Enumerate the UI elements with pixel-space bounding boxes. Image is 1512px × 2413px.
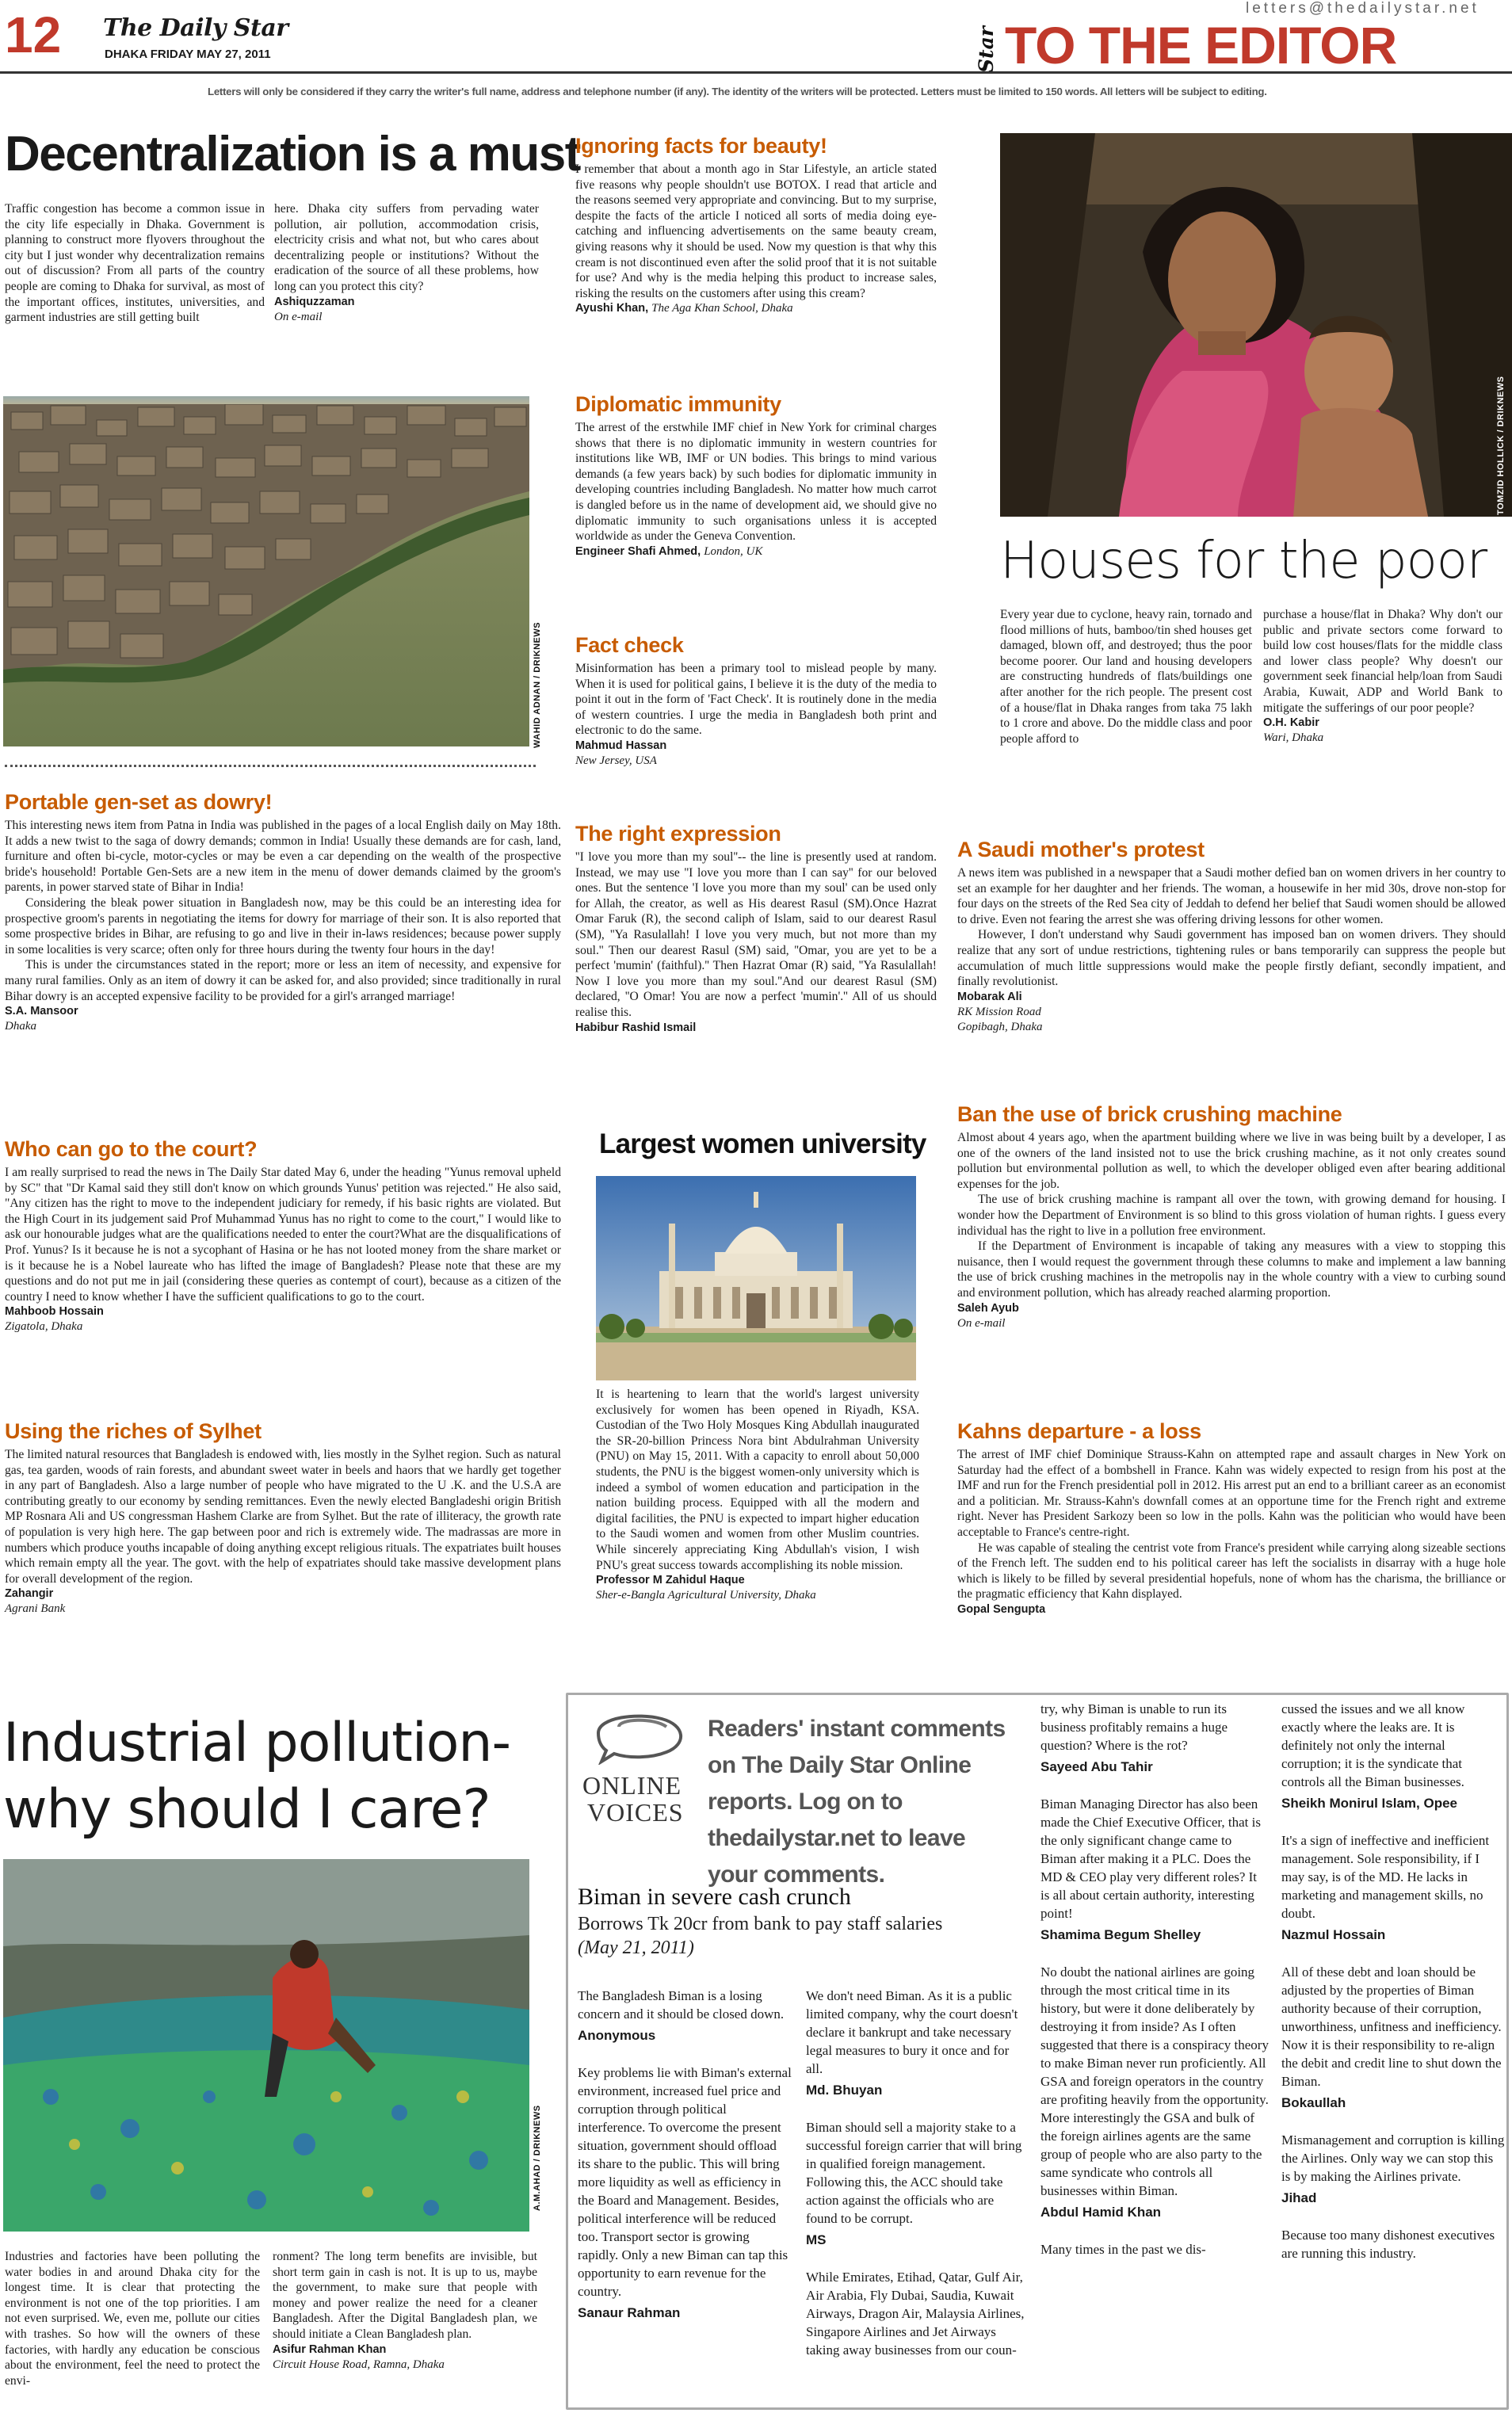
university-location: Sher-e-Bangla Agricultural University, Dhaka	[596, 1589, 816, 1602]
comment	[806, 2118, 1026, 2247]
star-logo-text: Star	[974, 26, 998, 73]
houses-col2	[1263, 607, 1502, 746]
diplomatic-title: Diplomatic immunity	[575, 392, 781, 416]
comment-text: The Bangladesh Biman is a losing concern and it should be closed down.	[578, 1988, 785, 2022]
online-voices-subheadline: Borrows Tk 20cr from bank to pay staff salaries	[578, 1914, 943, 1934]
online-voices-logo	[582, 1709, 701, 1836]
university-letter	[596, 1387, 919, 1603]
star-logo	[971, 24, 1002, 71]
speech-bubble-icon	[590, 1709, 693, 1765]
court-body: I am really surprised to read the news in The Daily Star dated May 6, under the heading "Yunus removal upheld by SC" that "Dr Kamal said they still don't know on which grounds Yunus' petition was rejected." He also said, "Any citizen has the right to move to the independent judiciary for remedy, if his basic rights are violated. But the High Court in its judgement said Prof Muhammad Yunus has no right to come to the court," I would like to ask our honourable judges what are the qualifications needed to enter the court?What are the disqualifications of Prof. Yunus? Is it because he is not a sycophant of Hasina or he has not looted money from the share market or is it because he is a Nobel laureate who has lifted the image of Bangladesh? Please note that these are my questions and do not put me in jail (considering these queries as contempt of court), because as a citizen of the country I need to know whether I have the sufficient qualifications to go to the court.	[5, 1166, 561, 1304]
brick-author: Saleh Ayub	[957, 1301, 1019, 1315]
comment-text: Mismanagement and corruption is killing the Airlines. Only way we can stop this is by making the Airlines private.	[1281, 2132, 1505, 2184]
sylhet-title: Using the riches of Sylhet	[5, 1419, 262, 1443]
houses-author: O.H. Kabir	[1263, 716, 1319, 730]
comment-text: Key problems lie with Biman's external environment, increased fuel price and corruption through political interference. To overcome the present situation, government should offload its share to the public. This will bring more liquidity as well as efficiency in the Board and Management. Besides, political interference will be reduced too. Transport sector is growing rapidly. Only a new Biman can tap this opportunity to earn revenue for the country.	[578, 2065, 792, 2299]
houses-col1	[1000, 607, 1252, 746]
houses-text-1: Every year due to cyclone, heavy rain, tornado and flood millions of huts, bamboo/tin shed houses get damaged, blown off, and destroyed; thus the poor become poorer. Our land and housing developers are constructing hundreds of flats/buildings one after another for the rich people. The present cost of a house/flat in Dhaka ranges from taka 75 lakh to 1 crore and above. Do the middle class and poor people afford to	[1000, 608, 1252, 746]
court-title: Who can go to the court?	[5, 1137, 258, 1161]
letters-notice: Letters will only be considered if they carry the writer's full name, address and telephone number (if any). The identity of the writers will be protected. Letters must be limited to 150 words. All letters will be subject to editing.	[208, 86, 1267, 97]
comments-col-1	[578, 1987, 792, 2341]
genset-location: Dhaka	[5, 1020, 36, 1033]
diplomatic-author-name: Engineer Shafi Ahmed,	[575, 544, 701, 558]
comment	[578, 2064, 792, 2320]
comment-text: Biman should sell a majority stake to a successful foreign carrier that will bring in qualified foreign management. Following this, the ACC should take action against the officials who are found to be corrupt.	[806, 2120, 1022, 2226]
ignoring-body: I remember that about a month ago in Star Lifestyle, an article stated five reasons why people shouldn't use BOTOX. I read that article and the reasons seemed very appropriate and convincing. But to my surprise, despite the facts of the article I noticed all sorts of media doing eye-catching and influencing advertisements on the same beauty cream, giving reasons why it should be used. Now my question is that why this cream is not discontinued even after the solid proof that it is not suitable for use? And why is the media helping this product to increase sales, risking the results on the customers after using this cream?	[575, 162, 937, 300]
saudi-para-2: However, I don't understand why Saudi government has imposed ban on women drivers. They should realize that any sort of undue restrictions, tightening rules or bans temporarily can suppress the people but accumulation of much little suppressions would make the people firstly defiant, secondly impatient, and finally revolutionist.	[957, 928, 1506, 989]
comment-author: MS	[806, 2232, 827, 2247]
expression-title: The right expression	[575, 822, 781, 846]
expression-letter	[575, 821, 937, 1036]
comment	[1040, 1963, 1269, 2220]
comment-author: Sheikh Monirul Islam, Opee	[1281, 1796, 1457, 1811]
genset-para-3: This is under the circumstances stated in the report; more or less an item of necessity, and expensive for many rural families. Only as an item of dowry it can be asked for, and also provided; since traditionally in rural Bihar dowry is an accepted expensive facility to be provided for a girl's arranged marriage!	[5, 958, 561, 1003]
sylhet-letter	[5, 1418, 561, 1617]
sylhet-author: Zahangir	[5, 1587, 54, 1601]
comment-text: All of these debt and loan should be adjusted by the properties of Biman authority because of their corruption, unworthiness, unfitness and inefficiency. Now it is their responsibility to re-align the debit and credit line to shut down the Biman.	[1281, 1964, 1502, 2089]
saudi-title: A Saudi mother's protest	[957, 838, 1205, 861]
online-voices-date: (May 21, 2011)	[578, 1938, 694, 1958]
kahn-para-2: He was capable of stealing the centrist vote from France's president while carrying along sizeable sections of the French left. The sudden end to his political career has left the socialists in disarray with a huge hole which is likely to be filled by several presidential hopefuls, none of whom has the charisma, the brilliance or the pragmatic efficiency that Kahn displayed.	[957, 1541, 1506, 1602]
comment-text: Biman Managing Director has also been made the Chief Executive Officer, that is the only significant change came to Biman after making it a PLC. Does the MD & CEO play very different roles? It is all about certain authority, interesting point!	[1040, 1796, 1261, 1921]
court-letter	[5, 1136, 561, 1334]
ignoring-letter	[575, 133, 937, 316]
decentralization-col1	[5, 201, 265, 326]
comment-author: Jihad	[1281, 2190, 1317, 2205]
comment-text: try, why Biman is unable to run its business profitably remains a huge question? Where is the rot?	[1040, 1701, 1228, 1753]
pollution-author: Asifur Rahman Khan	[273, 2342, 387, 2356]
kahn-letter	[957, 1418, 1506, 1617]
online-voices-headline: Biman in severe cash crunch	[578, 1884, 851, 1910]
mother-photo-credit: TOMZID HOLLICK / DRIKNEWS	[1496, 376, 1506, 515]
comment	[578, 1987, 792, 2043]
paper-name: The Daily Star	[103, 14, 288, 42]
decentralization-text-2: here. Dhaka city suffers from pervading water pollution, air pollution, accommodation crisis, electricity crisis and what not, but who cares about decentralizing people or institutions? Without the eradication of the source of all these problems, how long can you protect this city?	[274, 202, 539, 293]
university-author: Professor M Zahidul Haque	[596, 1574, 745, 1587]
slum-photo	[3, 396, 529, 746]
university-photo	[596, 1176, 916, 1380]
genset-title: Portable gen-set as dowry!	[5, 790, 273, 814]
section-title: TO THE EDITOR	[1005, 16, 1397, 74]
comment	[806, 2268, 1026, 2359]
genset-para-1: This interesting news item from Patna in India was published in the pages of a local English daily on May 18th. It adds a new twist to the saga of dowry demands; common in India! Usually these demands are for cash, land, furniture and often bi-cycle, motor-cycles or may be even a car depending on the wealth of the prospective bride's household! Portable Gen-Sets are a new item in the menu of dower demands claimed by the groom's parents, in power starved state of Bihar in India!	[5, 819, 561, 895]
saudi-location-2: Gopibagh, Dhaka	[957, 1020, 1043, 1033]
brick-para-1: Almost about 4 years ago, when the apartment building where we live in was being built by a developer, I as one of the owners of the land insisted not to use the brick crushing machine, as it not only creates sound pollution but environmental pollution as well, to which the developer obliged even after bearing additional expenses for the job.	[957, 1131, 1506, 1191]
online-voices-promo: Readers' instant comments on The Daily Star Online reports. Log on to thedailystar.net to leave your comments.	[708, 1716, 1006, 1888]
decentralization-author: Ashiquzzaman	[274, 295, 355, 308]
dateline: DHAKA FRIDAY MAY 27, 2011	[105, 48, 271, 61]
houses-location: Wari, Dhaka	[1263, 731, 1324, 745]
comment	[806, 1987, 1026, 2098]
pollution-location: Circuit House Road, Ramna, Dhaka	[273, 2358, 445, 2371]
factcheck-body: Misinformation has been a primary tool to mislead people by many. When it is used for political gains, I believe it is the duty of the media to point it out in the form of 'Fact Check'. It is routinely done in the media of western countries. I urge the media in Bangladesh both print and electronic to do the same.	[575, 662, 937, 738]
pollution-title-line-2: why should I care?	[3, 1778, 491, 1841]
university-title: Largest women university	[599, 1128, 926, 1159]
houses-text-2: purchase a house/flat in Dhaka? Why don't our public and private sectors come forward to build low cost houses/flats for the middle class and lower class people? Why doesn't our government seek financial help/loan from Saudi Arabia, Kuwait, ADP and World Bank to mitigate the sufferings of our poor people?	[1263, 608, 1502, 715]
kahn-title: Kahns departure - a loss	[957, 1419, 1201, 1443]
online-voices-box	[566, 1693, 1509, 2410]
brick-para-3: If the Department of Environment is incapable of taking any measures with a view to stopping this nuisance, then I would request the government through these columns to make and implement a law banning the use of brick crushing machines in the metropolis nay in the whole country with a view to curbing sound and environment pollution, which has already reached alarming proportion.	[957, 1239, 1506, 1300]
comment	[1281, 1831, 1505, 1942]
comment	[1281, 1700, 1505, 1811]
comment	[1281, 2226, 1505, 2262]
genset-para-2: Considering the bleak power situation in Bangladesh now, may be this could be an interesting idea for prospective groom's parents in negotiating the items for dowry for marriage of their son. It is also reported that some prospective brides in Bihar, are refusing to go and live in their in-laws residences; because power supply in some localities is very scarce; often only for three hours during the twenty four hours in the day!	[5, 895, 561, 956]
brick-para-2: The use of brick crushing machine is rampant all over the town, with growing demand for housing. I wonder how the Department of Environment is so blind to this gross violation of human rights. I guess every individual has the right to live in a pollution free environment.	[957, 1193, 1506, 1238]
comment-author: Abdul Hamid Khan	[1040, 2205, 1162, 2220]
houses-title: Houses for the poor	[1000, 532, 1487, 590]
comment	[1281, 1963, 1505, 2110]
pollution-title-line-1: Industrial pollution-	[3, 1712, 510, 1774]
factcheck-title: Fact check	[575, 633, 684, 657]
brick-title: Ban the use of brick crushing machine	[957, 1102, 1342, 1126]
court-author: Mahboob Hossain	[5, 1305, 104, 1319]
diplomatic-body: The arrest of the erstwhile IMF chief in New York for criminal charges shows that there is no diplomatic immunity in western countries for institutions like WB, IMF or UN bodies. This brings to mind various demands (a few years back) by such bodies for diplomatic immunity in developing countries including Bangladesh. No matter how much carrot is dangled before us in the name of development aid, we should give no diplomatic immunity to such organisations unless it is accepted worldwide as under the Geneva Convention.	[575, 421, 937, 544]
ignoring-author-name: Ayushi Khan,	[575, 302, 649, 315]
online-voices-logo-text-2: VOICES	[587, 1798, 684, 1827]
genset-letter	[5, 789, 561, 1034]
page-number: 12	[5, 6, 62, 63]
factcheck-author: Mahmud Hassan	[575, 739, 667, 752]
university-body: It is heartening to learn that the world's largest university exclusively for women has been opened in Riyadh, KSA. Custodian of the Two Holy Mosques King Abdullah inaugurated the SR-20-billion Princess Nora bint Abdulrahman University (PNU) on May 15, 2011. With a capacity to enroll about 50,000 students, the PNU is the biggest women-only university which is indeed a symbol of women education and participation in the nation building process. Equipped with all the modern and digital facilities, the PNU is expected to impart higher education to the Saudi women and women from other Muslim countries. While sincerely appreciating King Abdullah's vision, I wish PNU's great success towards accomplishing its noble mission.	[596, 1388, 919, 1572]
ignoring-location: The Aga Khan School, Dhaka	[651, 302, 793, 315]
genset-author: S.A. Mansoor	[5, 1005, 78, 1018]
comment	[1040, 1700, 1269, 1774]
comment-author: Shamima Begum Shelley	[1040, 1927, 1201, 1942]
masthead-rule	[0, 71, 1512, 74]
letters-email[interactable]: letters@thedailystar.net	[1246, 0, 1480, 17]
comment-author: Sayeed Abu Tahir	[1040, 1759, 1153, 1774]
court-location: Zigatola, Dhaka	[5, 1320, 83, 1334]
comment-text: Many times in the past we dis-	[1040, 2242, 1206, 2257]
pollution-col1	[5, 2249, 260, 2388]
comment-author: Anonymous	[578, 2028, 656, 2043]
ignoring-author	[575, 301, 937, 316]
pollution-text-2: ronment? The long term benefits are invisible, but short term gain in cash is not. It is up to us, maybe the government, to make sure that people with money and power realize the need for a cleaner Bangladesh. After the Digital Bangladesh plan, we should initiate a Clean Bangladesh plan.	[273, 2250, 537, 2341]
brick-location: On e-mail	[957, 1316, 1006, 1330]
expression-author: Habibur Rashid Ismail	[575, 1021, 697, 1034]
divider-dots	[5, 765, 536, 767]
comment	[1040, 2240, 1269, 2258]
comment-author: Nazmul Hossain	[1281, 1927, 1386, 1942]
comments-col-3	[1040, 1700, 1269, 2279]
comment-author: Bokaullah	[1281, 2095, 1346, 2110]
comment-author: Md. Bhuyan	[806, 2083, 883, 2098]
diplomatic-author	[575, 544, 937, 559]
pollution-text-1: Industries and factories have been polluting the water bodies in and around Dhaka city for the longest time. It is clear that protecting the environment is not one of the top priorities. I am not even surprised. We, even me, pollute our cities with trashes. So how will the owners of these factories, with hardly any education be conscious about the environment, feel the need to protect the envi-	[5, 2250, 260, 2388]
comment-text: No doubt the national airlines are going through the most critical time in its history, but were it done deliberately by destroying it from inside? As I often suggested that there is a conspiracy theory to make Biman never run proficiently. All GSA and foreign operators in the country are profiting heavily from the opportunity. More interestingly the GSA and bulk of the foreign airlines agents are the same group of people who are also party to the same syndicate who controls all businesses within Biman.	[1040, 1964, 1269, 2198]
comment	[1040, 1795, 1269, 1942]
mother-photo	[1000, 133, 1512, 517]
comment-text: We don't need Biman. As it is a public limited company, why the court doesn't declare it bankrupt and take necessary legal measures to bury it once and for all.	[806, 1988, 1018, 2076]
expression-body: ''I love you more than my soul''-- the line is presently used at random. Instead, we may use ''I love you more than I can say'' for our beloved ones. But the sentence 'I love you more than my soul' can be used only for Allah, the creator, as well as His dearest Rasul (SM).Once Hazrat Omar Faruk (R), the second caliph of Islam, said to our dearest Rasul (SM), ''Ya Rasulallah! I love you very much, but not more than my soul.'' Then our dearest Rasul (SM) said, ''Omar, you are yet to be a perfect 'mumin' (faithful).'' Then Hazrat Omar (R) said, ''Ya Rasulallah! Now I love you more than my soul.''And our dearest Rasul (SM) declared, ''O Omar! You are now a perfect 'mumin'.'' All of us should realise this.	[575, 850, 937, 1019]
decentralization-col2	[274, 201, 539, 325]
pollution-photo-credit: A.M.AHAD / DRIKNEWS	[533, 2105, 542, 2211]
factcheck-location: New Jersey, USA	[575, 754, 657, 767]
saudi-para-1: A news item was published in a newspaper that a Saudi mother defied ban on women drivers in her country to set an example for her daughter and her friends. The woman, a housewife in her mid 30s, drove non-stop for four days on the streets of the Red Sea city of Jeddah to defend her belief that Saudi women should be allowed to drive. Even not fearing the arrest she was offering driving lessons for other women.	[957, 866, 1506, 926]
kahn-para-1: The arrest of IMF chief Dominique Strauss-Kahn on attempted rape and assault charges in New York on Saturday had the effect of a bombshell in France. Kahn was widely expected to resign from his post at the IMF and run for the French presidential poll in 2012. His arrest put an end to a brilliant career as an economist and a politician. Mr. Strauss-Kahn's downfall comes at an opportune time for the French right and extreme right. Never has President Sarkozy been so low in the polls. Kahn was the politician who would have been acceptable to France's centre-right.	[957, 1448, 1506, 1539]
kahn-author: Gopal Sengupta	[957, 1602, 1046, 1616]
slum-photo-credit: WAHID ADNAN / DRIKNEWS	[533, 621, 542, 748]
factcheck-letter	[575, 632, 937, 769]
comment-author: Sanaur Rahman	[578, 2305, 681, 2320]
sylhet-location: Agrani Bank	[5, 1602, 66, 1616]
comments-col-2	[806, 1987, 1026, 2380]
comment	[1281, 2131, 1505, 2205]
saudi-author: Mobarak Ali	[957, 990, 1022, 1003]
pollution-photo	[3, 1859, 529, 2232]
pollution-title	[3, 1710, 510, 1843]
decentralization-location: On e-mail	[274, 310, 323, 323]
decentralization-text-1: Traffic congestion has become a common issue in the city life especially in Dhaka. Government is planning to construct more flyovers throughout the city but I just wonder why decentralization remains out of discussion? From all parts of the country people are coming to Dhaka for survival, as most of the important offices, institutes, universities, and garment industries are still getting built	[5, 202, 265, 325]
sylhet-body: The limited natural resources that Bangladesh is endowed with, lies mostly in the Sylhet region. Such as natural gas, tea garden, woods of rain forests, and abundant sweet water in beels and haors that we hardly get together in any part of Bangladesh. Also a large number of people who have migrated to the U .K. and the U.S.A are contributing greatly to our economy by sending remittances. Even the newly elected Bangladeshi origin British MP Rosnara Ali and US congressman Hashem Clarke are from Sylhet. But the rate of illiteracy, the growth rate of population is very high here. The gap between poor and rich is extremely wide. The madrassas are more in numbers which produce youths incapable of doing anything except religious rituals. The expatriates built houses which remain empty all the year. The govt. with the help of expatriates should take massive development plans for overall development of the region.	[5, 1448, 561, 1586]
comment-text: It's a sign of ineffective and inefficient management. Sole responsibility, if I may say, is of the MD. He lacks in marketing and management skills, no doubt.	[1281, 1833, 1490, 1921]
diplomatic-location: London, UK	[704, 544, 763, 558]
comment-text: Because too many dishonest executives are running this industry.	[1281, 2228, 1495, 2261]
saudi-letter	[957, 837, 1506, 1035]
brick-letter	[957, 1102, 1506, 1331]
comment-text: cussed the issues and we all know exactly where the leaks are. It is definitely not only the internal corruption; it is the syndicate that controls all the Biman businesses.	[1281, 1701, 1465, 1789]
ignoring-title: Ignoring facts for beauty!	[575, 134, 827, 158]
saudi-location-1: RK Mission Road	[957, 1005, 1041, 1018]
comments-col-4	[1281, 1700, 1505, 2283]
diplomatic-letter	[575, 391, 937, 559]
online-voices-logo-text-1: ONLINE	[582, 1771, 682, 1800]
decentralization-title: Decentralization is a must	[5, 127, 580, 181]
comment-text: While Emirates, Etihad, Qatar, Gulf Air, Air Arabia, Fly Dubai, Saudia, Kuwait Airways, Dragon Air, Malaysia Airlines, Singapore Airlines and Jet Airways taking away businesses from our coun-	[806, 2270, 1025, 2358]
pollution-col2	[273, 2249, 537, 2373]
